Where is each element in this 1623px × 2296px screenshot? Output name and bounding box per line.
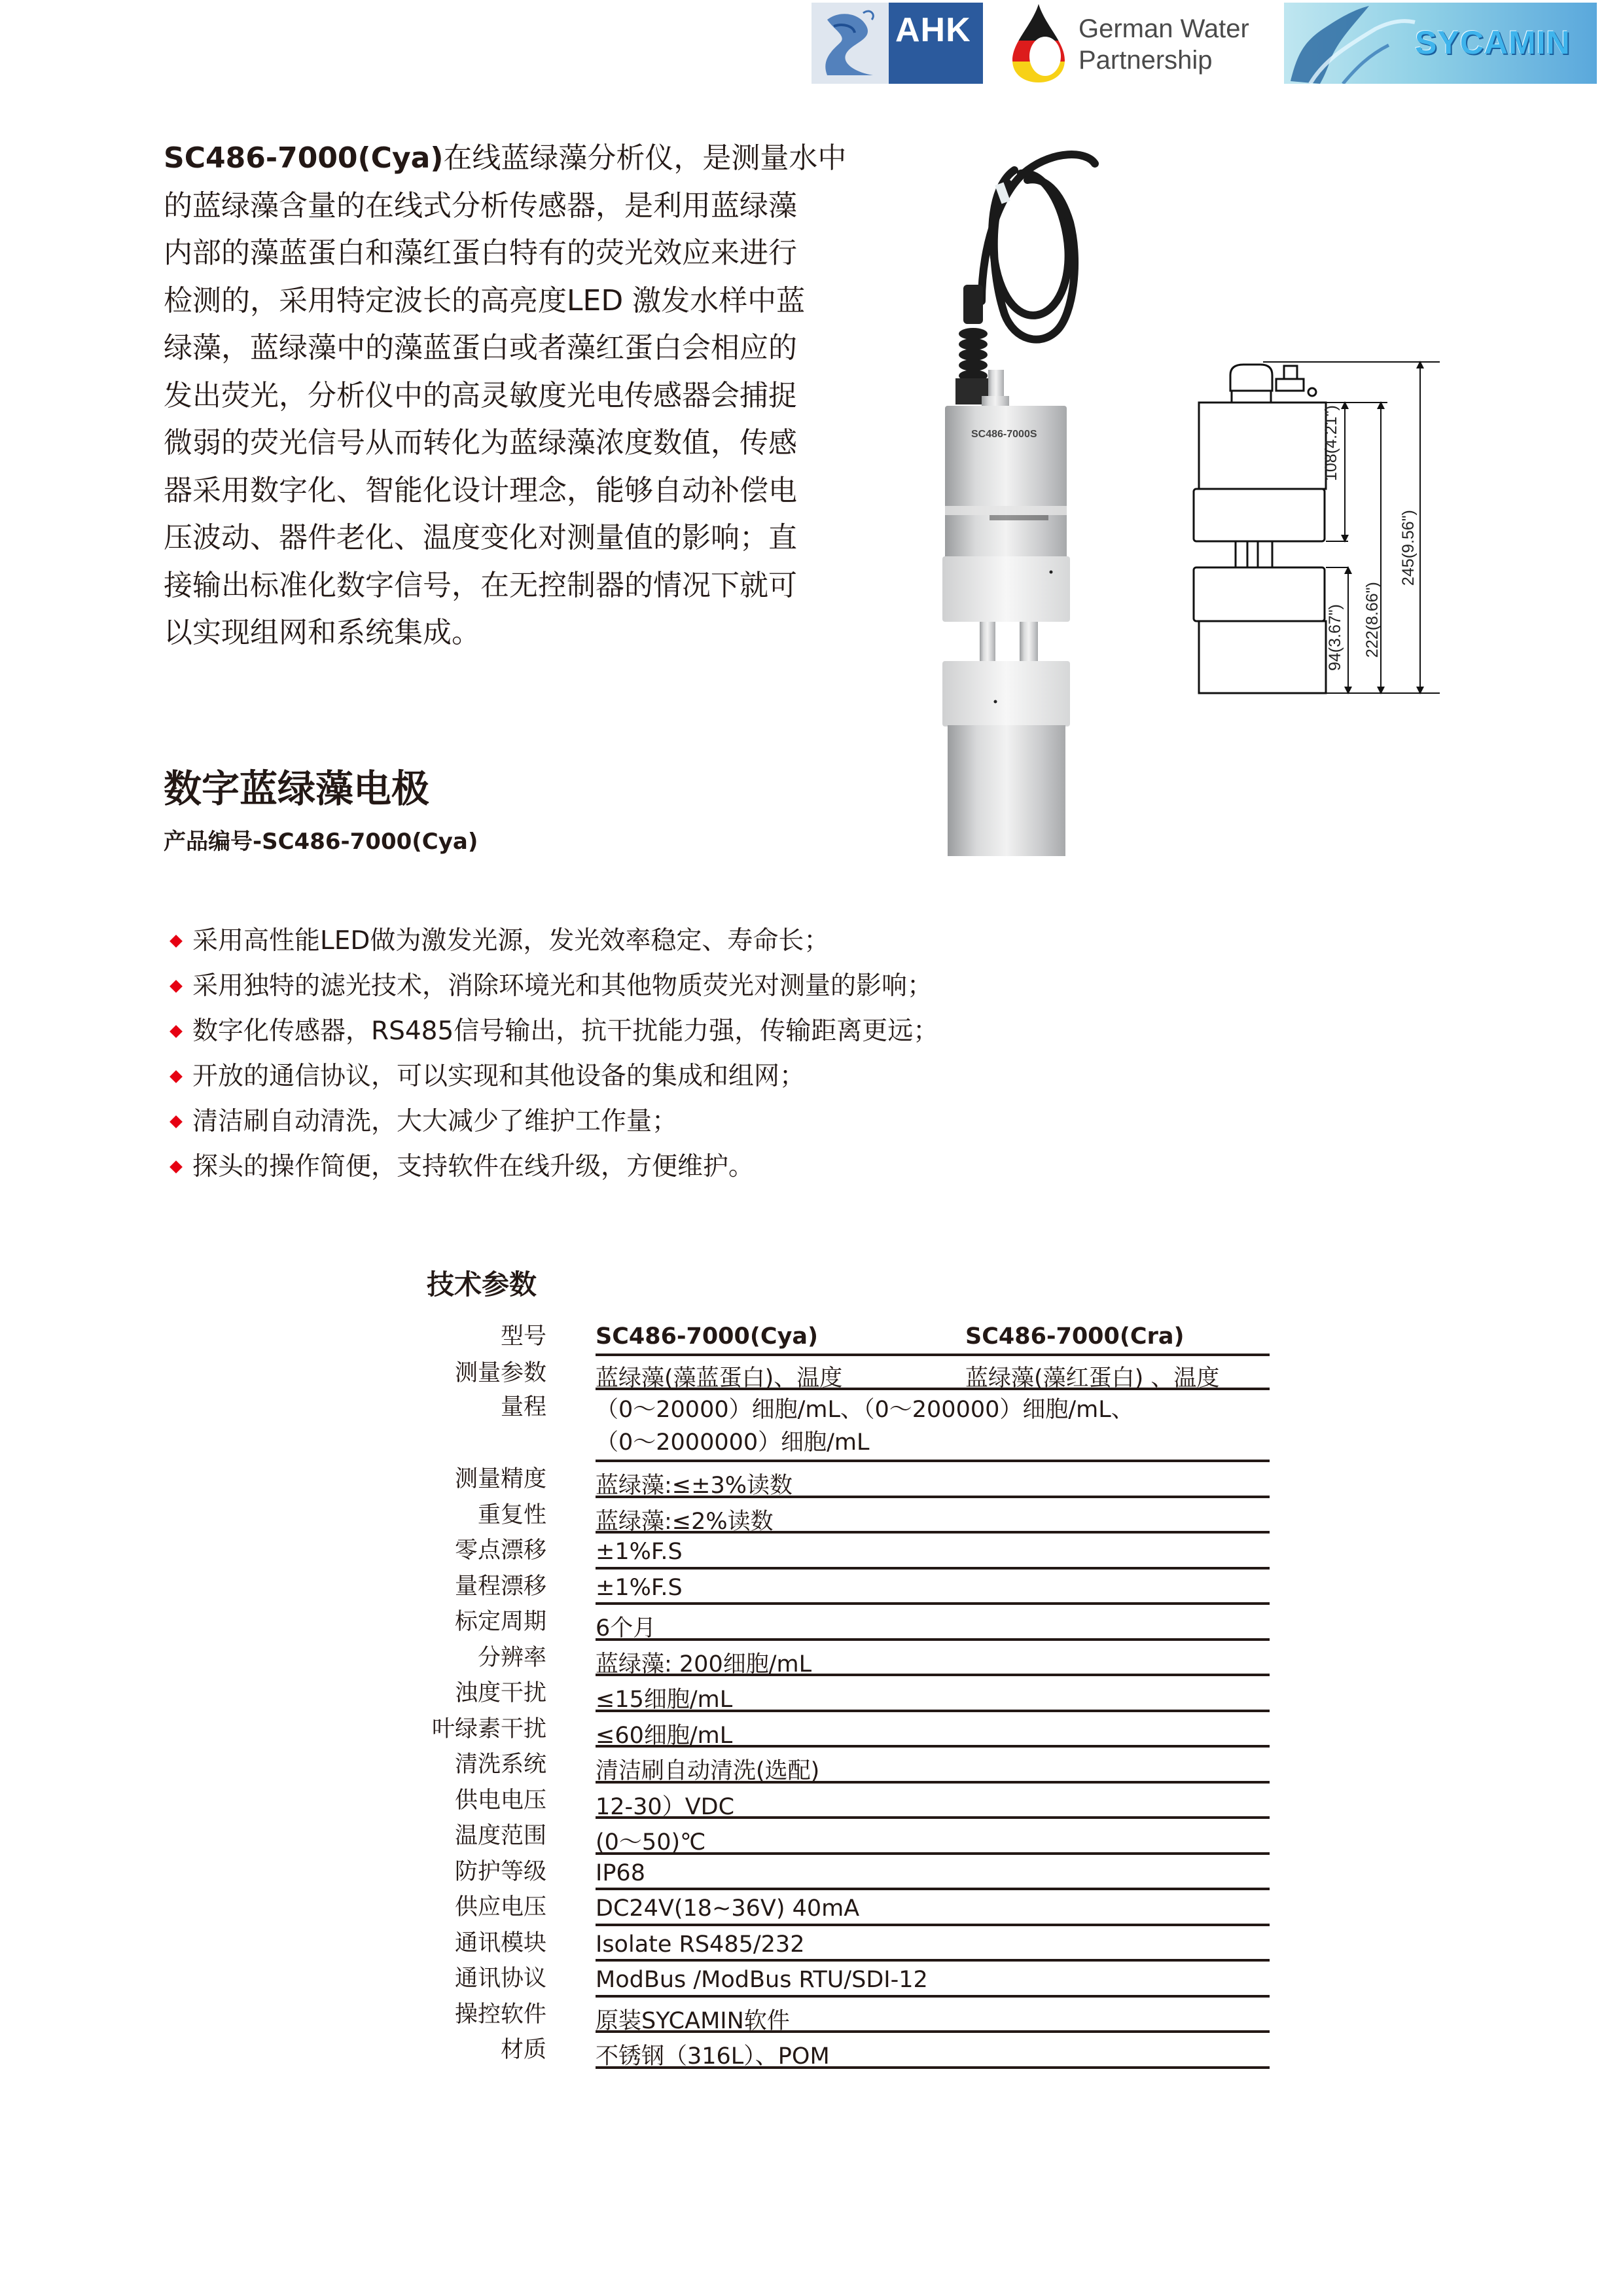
intro-paragraph [164,135,847,657]
spec-row [406,1784,1270,1820]
sycamin-logo [1284,3,1597,84]
german-water-line2: Partnership [1079,46,1213,75]
spec-label: 清洗系统 [454,1751,546,1778]
spec-row [406,1819,1270,1855]
spec-row [406,1712,1270,1748]
spec-row [406,1748,1270,1784]
spec-label: 量程漂移 [454,1573,546,1600]
dimension-drawing [1191,350,1466,834]
spec-value: 蓝绿藻: 200细胞/mL [596,1651,812,1677]
spec-label: 温度范围 [454,1823,546,1849]
spec-row [406,1498,1270,1534]
feature-item: 采用高性能LED做为激发光源，发光效率稳定、寿命长； [171,918,1022,963]
spec-value: 蓝绿藻:≤2%读数 [596,1508,774,1535]
spec-value: ModBus /ModBus RTU/SDI-12 [596,1967,928,1993]
dragon-icon [814,7,887,80]
spec-row-range [406,1390,1270,1462]
feature-item: 采用独特的滤光技术，消除环境光和其他物质荧光对测量的影响； [171,963,1022,1009]
intro-line: 以实现组网和系统集成。 [164,616,480,649]
spec-row [406,1962,1270,1998]
product-photo [916,144,1191,857]
spec-value: ≤60细胞/mL [596,1722,733,1749]
spec-row [406,1890,1270,1926]
specs-title: 技术参数 [427,1268,537,1300]
dim-94-label: 94(3.67") [1326,604,1344,671]
feature-item: 清洁刷自动清洗，大大减少了维护工作量； [171,1099,1022,1144]
spec-label: 量程 [500,1394,546,1420]
feature-list [171,918,1022,1189]
bullet-diamond-icon [169,980,183,993]
intro-line: 检测的，采用特定波长的高亮度LED 激发水样中蓝 [164,283,806,317]
water-drop-flag-icon [1009,3,1068,84]
bullet-diamond-icon [169,1115,183,1128]
spec-value: DC24V(18~36V) 40mA [596,1895,860,1922]
spec-label: 标定周期 [454,1609,546,1635]
water-splash-icon [1284,3,1428,84]
spec-label: 浊度干扰 [454,1680,546,1706]
bullet-diamond-icon [169,1070,183,1083]
sycamin-text: SYCAMIN [1415,24,1571,61]
spec-row [406,1998,1270,2034]
spec-label: 测量参数 [454,1360,546,1386]
intro-line: 器采用数字化、智能化设计理念，能够自动补偿电 [164,473,797,507]
spec-label: 通讯模块 [454,1929,546,1956]
model-cra: SC486-7000(Cra) [965,1323,1185,1350]
spec-row [406,1676,1270,1712]
spec-value: 原装SYCAMIN软件 [596,2007,790,2034]
bullet-diamond-icon [169,935,183,948]
ahk-text: AHK [895,11,971,49]
spec-row-model [406,1317,1270,1356]
param-cra: 蓝绿藻(藻红蛋白) 、温度 [965,1365,1220,1391]
spec-row [406,1641,1270,1677]
intro-line: 微弱的荧光信号从而转化为蓝绿藻浓度数值，传感 [164,426,797,459]
spec-row [406,1534,1270,1570]
intro-line: 绿藻，蓝绿藻中的藻蓝蛋白或者藻红蛋白会相应的 [164,331,797,365]
spec-row-params [406,1356,1270,1390]
german-water-partnership-logo [1001,3,1270,84]
spec-label: 重复性 [477,1501,546,1528]
spec-label: 材质 [500,2037,546,2063]
spec-label: 防护等级 [454,1858,546,1885]
spec-label: 分辨率 [477,1644,546,1671]
spec-value: ±1%F.S [596,1539,683,1565]
spec-value: 不锈钢（316L）、POM [596,2043,830,2070]
spec-row [406,1462,1270,1498]
spec-value: ±1%F.S [596,1574,683,1601]
intro-model: SC486-7000(Cya) [164,141,444,175]
param-cya: 蓝绿藻(藻蓝蛋白)、温度 [596,1365,843,1391]
cable [982,154,1095,340]
feature-item: 开放的通信协议，可以实现和其他设备的集成和组网； [171,1054,1022,1099]
spec-rows [406,1462,1270,2069]
ahk-logo [812,3,983,84]
feature-item: 探头的操作简便，支持软件在线升级，方便维护。 [171,1144,1022,1189]
range-line-1: （0～20000）细胞/mL、（0～200000）细胞/mL、 [596,1397,1134,1423]
feature-item: 数字化传感器，RS485信号输出，抗干扰能力强，传输距离更远； [171,1009,1022,1054]
spec-row [406,1605,1270,1641]
intro-line: 的蓝绿藻含量的在线式分析传感器，是利用蓝绿藻 [164,188,797,223]
spec-label: 叶绿素干扰 [431,1715,546,1742]
dim-245-label: 245(9.56") [1399,510,1418,586]
intro-line-1: SC486-7000(Cya)在线蓝绿藻分析仪，是测量水中 [164,141,847,175]
spec-label: 测量精度 [454,1466,546,1492]
spec-value: ≤15细胞/mL [596,1687,733,1713]
spec-value: IP68 [596,1859,645,1886]
bullet-diamond-icon [169,1025,183,1038]
product-code: 产品编号-SC486-7000(Cya) [164,829,478,855]
photo-model-label: SC486-7000S [971,429,1037,440]
intro-line: 接输出标准化数字信号，在无控制器的情况下就可 [164,568,797,602]
intro-line: 内部的藻蓝蛋白和藻红蛋白特有的荧光效应来进行 [164,236,797,270]
spec-value: (0～50)℃ [596,1829,706,1856]
dim-222-label: 222(8.66") [1363,582,1382,658]
spec-label: 通讯协议 [454,1965,546,1992]
spec-label: 供应电压 [454,1894,546,1920]
spec-label: 型号 [500,1323,546,1350]
bullet-diamond-icon [169,1160,183,1174]
product-title: 数字蓝绿藻电极 [164,766,430,811]
spec-value: 6个月 [596,1615,656,1641]
dim-108-label: 108(4.21") [1322,405,1340,481]
spec-row [406,1855,1270,1891]
spec-value: 蓝绿藻:≤±3%读数 [596,1473,793,1499]
spec-label: 供电电压 [454,1787,546,1814]
intro-line: 压波动、器件老化、温度变化对测量值的影响；直 [164,521,797,554]
german-water-line1: German Water [1079,14,1249,43]
spec-value: Isolate RS485/232 [596,1931,805,1958]
spec-label: 操控软件 [454,2001,546,2028]
specs-table [406,1317,1270,2069]
spec-value: 12-30）VDC [596,1793,735,1820]
spec-label: 零点漂移 [454,1537,546,1564]
range-line-2: （0～2000000）细胞/mL [596,1429,870,1456]
spec-row [406,2033,1270,2069]
intro-line: 发出荧光，分析仪中的高灵敏度光电传感器会捕捉 [164,378,797,412]
model-cya: SC486-7000(Cya) [596,1323,819,1350]
spec-row [406,1926,1270,1962]
spec-row [406,1570,1270,1605]
spec-value: 清洁刷自动清洗(选配) [596,1758,820,1784]
